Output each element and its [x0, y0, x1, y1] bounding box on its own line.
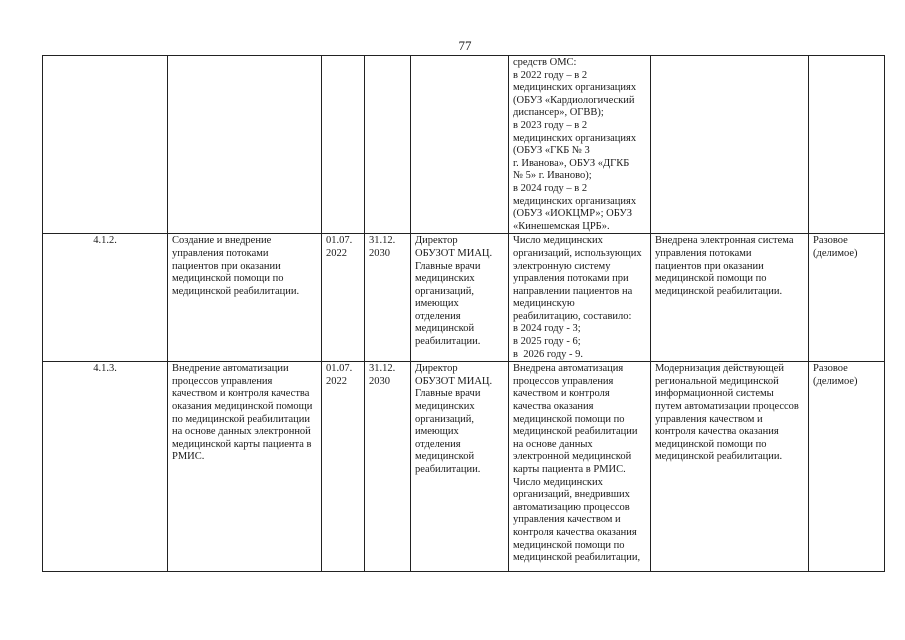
cell-number: 4.1.3.	[43, 362, 168, 572]
cell-line: медицинскую	[513, 298, 575, 310]
cell-line: 2022	[326, 247, 347, 259]
cell-indicator	[509, 234, 651, 362]
cell-line: медицинской помощи по	[172, 273, 284, 285]
cell-line: (делимое)	[813, 247, 858, 259]
cell-line: электронной медицинской	[513, 451, 632, 463]
cell-line: «Кинешемская ЦРБ».	[513, 220, 610, 232]
measures-table	[42, 55, 885, 572]
cell-event	[168, 56, 322, 234]
cell-line: 2022	[326, 375, 347, 387]
cell-end-date	[365, 56, 411, 234]
cell-line: медицинских	[415, 273, 475, 285]
cell-line: качеством и контроля	[513, 388, 610, 400]
cell-line: медицинской помощи по	[655, 273, 767, 285]
cell-line: на основе данных электронной	[172, 426, 311, 438]
cell-line: в 2025 году - 6;	[513, 336, 581, 348]
cell-line: ОБУЗОТ МИАЦ.	[415, 247, 493, 259]
cell-line: имеющих	[415, 426, 459, 438]
cell-line: организаций,	[415, 285, 474, 297]
cell-line: качества оказания	[513, 401, 594, 413]
cell-event	[168, 362, 322, 572]
cell-line: отделения	[415, 310, 461, 322]
cell-line: направлении пациентов на	[513, 285, 633, 297]
cell-line: отделения	[415, 438, 461, 450]
cell-type	[809, 234, 885, 362]
cell-line: Директор	[415, 363, 458, 375]
cell-line: организаций, внедривших	[513, 489, 630, 501]
cell-line: оказания медицинской помощи	[172, 401, 313, 413]
cell-line: г. Иванова», ОБУЗ «ДГКБ	[513, 157, 630, 169]
cell-line: управления качеством и	[655, 413, 763, 425]
cell-line: медицинских организациях	[513, 82, 637, 94]
cell-line: медицинской помощи по	[655, 438, 767, 450]
cell-line: в 2024 году - 3;	[513, 323, 581, 335]
cell-line: Разовое	[813, 235, 848, 247]
cell-number	[43, 56, 168, 234]
cell-result	[651, 234, 809, 362]
cell-line: медицинских	[415, 401, 475, 413]
cell-line: путем автоматизации процессов	[655, 401, 799, 413]
cell-end-date	[365, 234, 411, 362]
cell-line: медицинской помощи по	[513, 413, 625, 425]
cell-line: карты пациента в РМИС.	[513, 464, 626, 475]
cell-line: в 2024 году – в 2	[513, 182, 588, 194]
cell-line: реабилитации.	[415, 464, 481, 475]
cell-line: управления качеством и	[513, 514, 621, 526]
cell-start-date	[322, 362, 365, 572]
cell-line: Число медицинских	[513, 235, 603, 247]
cell-line: медицинских организациях	[513, 132, 637, 144]
cell-responsible	[411, 362, 509, 572]
cell-line: медицинской реабилитации.	[655, 451, 783, 463]
cell-result	[651, 56, 809, 234]
cell-line: на основе данных	[513, 438, 593, 450]
cell-event	[168, 234, 322, 362]
cell-line: реабилитацию, составило:	[513, 310, 632, 322]
cell-line: 01.07.	[326, 363, 353, 375]
cell-line: Создание и внедрение	[172, 235, 272, 247]
cell-line: средств ОМС:	[513, 57, 577, 68]
cell-start-date	[322, 234, 365, 362]
cell-line: диспансер», ОГВВ);	[513, 107, 604, 119]
cell-line: организаций,	[415, 413, 474, 425]
cell-line: региональной медицинской	[655, 375, 779, 387]
cell-result	[651, 362, 809, 572]
cell-line: в 2022 году – в 2	[513, 69, 588, 81]
cell-type	[809, 362, 885, 572]
cell-line: по медицинской реабилитации	[172, 413, 310, 425]
cell-line: Главные врачи	[415, 260, 481, 272]
cell-line: Число медицинских	[513, 476, 603, 488]
cell-line: 2030	[369, 375, 390, 387]
cell-start-date	[322, 56, 365, 234]
cell-line: РМИС.	[172, 451, 205, 463]
cell-end-date	[365, 362, 411, 572]
cell-responsible	[411, 234, 509, 362]
cell-line: процессов управления	[513, 375, 614, 387]
cell-line: процессов управления	[172, 375, 273, 387]
cell-line: Главные врачи	[415, 388, 481, 400]
cell-type	[809, 56, 885, 234]
page-number: 77	[458, 38, 472, 53]
cell-line: Разовое	[813, 363, 848, 375]
cell-line: медицинской	[415, 323, 475, 335]
cell-number: 4.1.2.	[43, 234, 168, 362]
cell-line: качеством и контроля качества	[172, 388, 310, 400]
cell-line: 2030	[369, 247, 390, 259]
cell-line: (ОБУЗ «ИОКЦМР»; ОБУЗ	[513, 208, 632, 220]
cell-line: медицинских организациях	[513, 195, 637, 207]
cell-line: медицинской помощи по	[513, 539, 625, 551]
cell-line: в 2023 году – в 2	[513, 119, 588, 131]
table-row	[43, 362, 885, 572]
cell-line: управления потоками при	[513, 273, 629, 285]
cell-indicator	[509, 56, 651, 234]
cell-line: медицинской реабилитации	[513, 426, 638, 438]
cell-line: 01.07.	[326, 235, 353, 247]
table-row	[43, 56, 885, 234]
cell-line: управления потоками	[655, 247, 752, 259]
cell-line: медицинской реабилитации.	[655, 285, 783, 297]
table-row	[43, 234, 885, 362]
cell-line: ОБУЗОТ МИАЦ.	[415, 375, 493, 387]
cell-line: реабилитации.	[415, 336, 481, 348]
cell-line: организаций, использующих	[513, 247, 642, 259]
cell-line: медицинской реабилитации.	[172, 285, 300, 297]
cell-line: информационной системы	[655, 388, 774, 400]
cell-line: Внедрение автоматизации	[172, 363, 289, 375]
cell-line: (ОБУЗ «Кардиологический	[513, 94, 635, 106]
cell-line: (ОБУЗ «ГКБ № 3	[513, 145, 590, 157]
cell-line: автоматизацию процессов	[513, 501, 630, 513]
cell-line: электронную систему	[513, 260, 611, 272]
cell-line: контроля качества оказания	[655, 426, 779, 438]
cell-line: Модернизация действующей	[655, 363, 784, 375]
cell-line: Директор	[415, 235, 458, 247]
cell-line: Внедрена автоматизация	[513, 363, 624, 375]
cell-line: пациентов при оказании	[172, 260, 281, 272]
cell-line: имеющих	[415, 298, 459, 310]
cell-line: контроля качества оказания	[513, 526, 637, 538]
cell-line: медицинской карты пациента в	[172, 438, 312, 450]
cell-responsible	[411, 56, 509, 234]
cell-line: № 5» г. Иваново);	[513, 170, 592, 182]
cell-line: медицинской реабилитации,	[513, 552, 641, 564]
cell-line: 31.12.	[369, 363, 396, 375]
cell-line: в 2026 году - 9.	[513, 348, 584, 360]
cell-line: медицинской	[415, 451, 475, 463]
cell-line: пациентов при оказании	[655, 260, 764, 272]
cell-line: 31.12.	[369, 235, 396, 247]
cell-line: Внедрена электронная система	[655, 235, 794, 247]
cell-line: (делимое)	[813, 375, 858, 387]
cell-line: управления потоками	[172, 247, 269, 259]
cell-indicator	[509, 362, 651, 572]
